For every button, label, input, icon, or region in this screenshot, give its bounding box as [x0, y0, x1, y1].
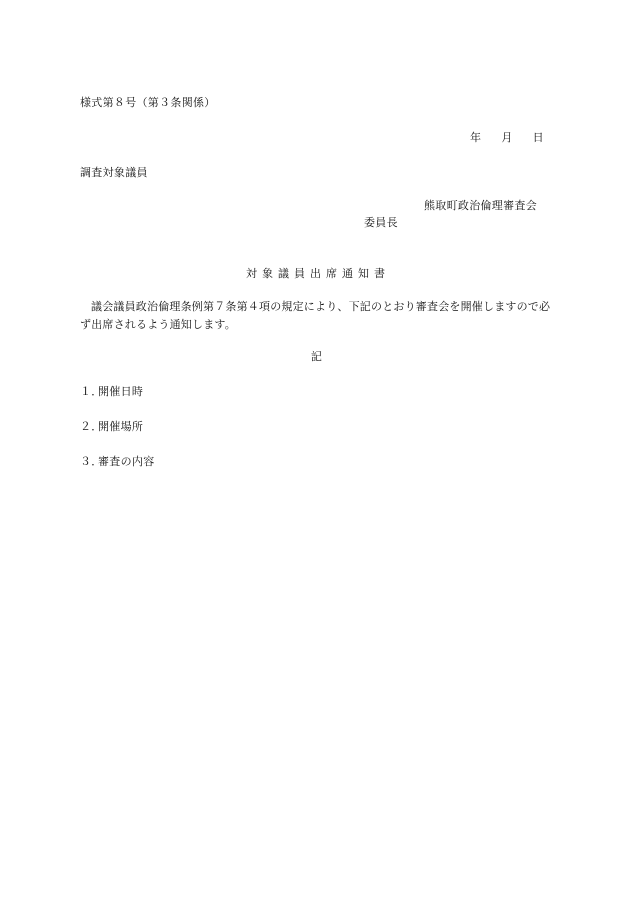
date-year-label: 年	[470, 131, 482, 144]
item-label: 開催場所	[98, 420, 144, 433]
item-number: ３．	[80, 455, 103, 468]
list-item	[80, 386, 143, 397]
item-label: 開催日時	[98, 385, 144, 398]
record-heading: 記	[310, 350, 323, 363]
item-label: 審査の内容	[98, 455, 155, 468]
sender-organization: 熊取町政治倫理審査会	[424, 199, 537, 212]
date-line	[470, 132, 544, 143]
document-title: 対象議員出席通知書	[246, 267, 390, 280]
date-day-label: 日	[532, 131, 544, 144]
date-month-label: 月	[501, 131, 513, 144]
item-number: ２．	[80, 420, 103, 433]
body-text: 議会議員政治倫理条例第７条第４項の規定により、下記のとおり審査会を開催しますので必ず出席されるよう通知します。	[80, 300, 551, 331]
item-number: １．	[80, 385, 103, 398]
list-item	[80, 456, 155, 467]
list-item	[80, 421, 143, 432]
form-number: 様式第８号（第３条関係）	[80, 96, 216, 109]
addressee: 調査対象議員	[80, 166, 148, 179]
sender-title: 委員長	[364, 216, 398, 229]
